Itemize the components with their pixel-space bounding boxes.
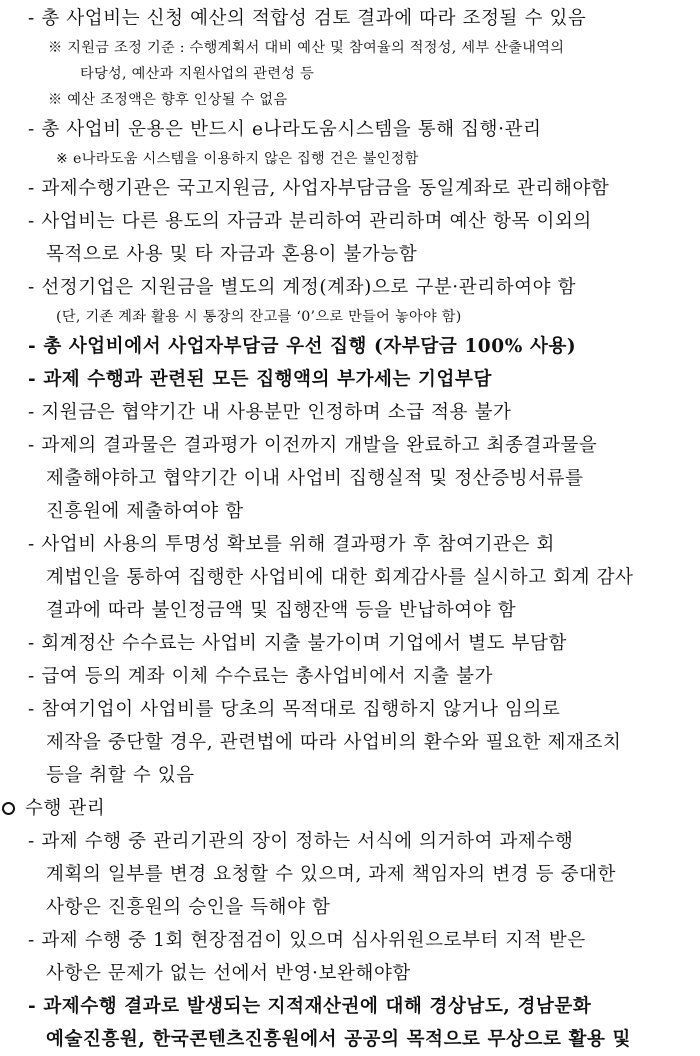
note-line: 타당성, 예산과 지원사업의 관련성 등 xyxy=(80,66,315,82)
text-line: 제출해야하고 협약기간 이내 사업비 집행실적 및 정산증빙서류를 xyxy=(46,468,584,489)
note-line: ※ e나라도움 시스템을 이용하지 않은 집행 건은 불인정함 xyxy=(56,151,419,167)
text-line: 계법인을 통하여 집행한 사업비에 대한 회계감사를 실시하고 회계 감사 xyxy=(46,567,634,588)
text-line: - 과제 수행 중 1회 현장점검이 있으며 심사위원으로부터 지적 받은 xyxy=(28,930,586,951)
text-line-bold: - 과제 수행과 관련된 모든 집행액의 부가세는 기업부담 xyxy=(28,369,492,390)
text-line: 진흥원에 제출하여야 함 xyxy=(46,501,244,522)
circle-bullet-icon xyxy=(2,802,15,815)
text-line: - 사업비 사용의 투명성 확보를 위해 결과평가 후 참여기관은 회 xyxy=(28,534,555,555)
text-line: 제작을 중단할 경우, 관련법에 따라 사업비의 환수와 필요한 제재조치 xyxy=(46,732,622,753)
text-line: - 과제 수행 중 관리기관의 장이 정하는 서식에 의거하여 과제수행 xyxy=(28,831,574,852)
text-line: - 총 사업비는 신청 예산의 적합성 검토 결과에 따라 조정될 수 있음 xyxy=(28,8,587,29)
text-line: - 참여기업이 사업비를 당초의 목적대로 집행하지 않거나 임의로 xyxy=(28,699,561,720)
text-line: - 과제의 결과물은 결과평가 이전까지 개발을 완료하고 최종결과물을 xyxy=(28,435,598,456)
note-line: ※ 예산 조정액은 향후 인상될 수 없음 xyxy=(48,92,288,108)
text-line: - 총 사업비 운용은 반드시 e나라도움시스템을 통해 집행·관리 xyxy=(28,119,542,140)
text-line: 등을 취할 수 있음 xyxy=(46,765,195,786)
text-line-bold: 예술진흥원, 한국콘텐츠진흥원에서 공공의 목적으로 무상으로 활용 및 xyxy=(46,1029,631,1050)
text-line: 사항은 진흥원의 승인을 득해야 함 xyxy=(46,897,331,918)
text-line-bold: - 총 사업비에서 사업자부담금 우선 집행 (자부담금 100% 사용) xyxy=(28,336,577,357)
text-line-bold: - 과제수행 결과로 발생되는 지적재산권에 대해 경상남도, 경남문화 xyxy=(28,996,592,1017)
text-line: - 회계정산 수수료는 사업비 지출 불가이며 기업에서 별도 부담함 xyxy=(28,633,567,654)
text-line: 결과에 따라 불인정금액 및 집행잔액 등을 반납하여야 함 xyxy=(46,600,517,621)
note-line: (단, 기존 계좌 활용 시 통장의 잔고를 ‘0’으로 만들어 놓아야 함) xyxy=(56,309,462,325)
note-line: ※ 지원금 조정 기준 : 수행계획서 대비 예산 및 참여율의 적정성, 세부 산출내역의 xyxy=(48,40,565,56)
text-line: 목적으로 사용 및 타 자금과 혼용이 불가능함 xyxy=(46,244,418,265)
section-heading xyxy=(2,792,690,825)
text-line: - 사업비는 다른 용도의 자금과 분리하여 관리하며 예산 항목 이외의 xyxy=(28,211,592,232)
text-line: - 지원금은 협약기간 내 사용분만 인정하며 소급 적용 불가 xyxy=(28,402,512,423)
section-heading-label: 수행 관리 xyxy=(25,798,106,819)
text-line: 사항은 문제가 없는 선에서 반영·보완해야함 xyxy=(46,963,411,984)
text-line: - 급여 등의 계좌 이체 수수료는 총사업비에서 지출 불가 xyxy=(28,666,494,687)
text-line: - 선정기업은 지원금을 별도의 계정(계좌)으로 구분·관리하여야 함 xyxy=(28,277,577,298)
text-line: 계획의 일부를 변경 요청할 수 있으며, 과제 책임자의 변경 등 중대한 xyxy=(46,864,617,885)
text-line: - 과제수행기관은 국고지원금, 사업자부담금을 동일계좌로 관리해야함 xyxy=(28,178,610,199)
